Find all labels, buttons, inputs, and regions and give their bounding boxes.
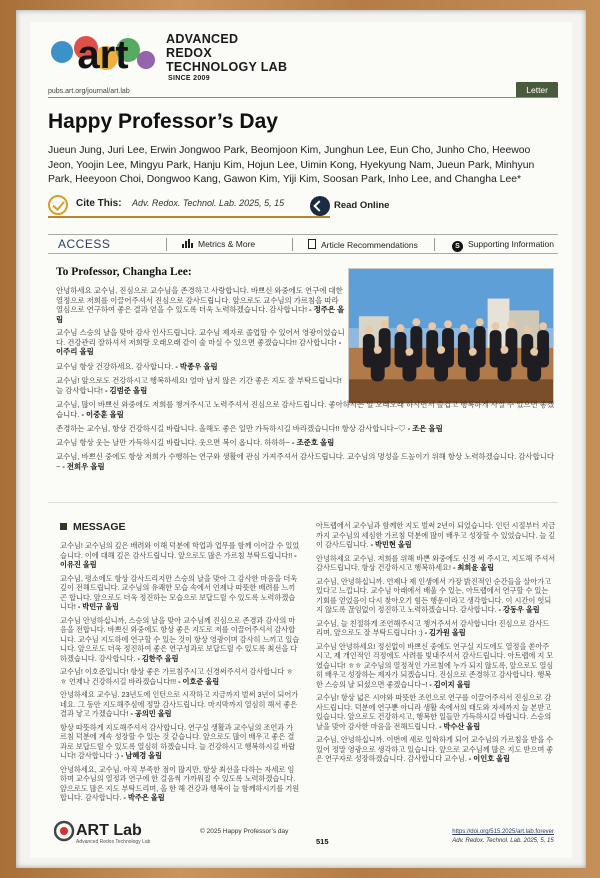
footer-logo-text: ART Lab <box>76 822 142 839</box>
message-column-right <box>316 521 556 768</box>
letter-page <box>30 22 572 858</box>
to-message-text: 교수님 항상 웃는 날만 가득하시길 바랍니다. 웃으면 복이 옵니다. 하하하~ <box>56 438 290 447</box>
access-divider <box>166 238 167 251</box>
lab-name-line1: ADVANCED <box>166 32 239 46</box>
to-message-text: 교수님 스승의 날을 맞아 감사 인사드립니다. 교수님 제자로 졸업할 수 있어서 영광이었습니다. 건강관리 잘하셔서 저희랑 오래오래 같이 술 마실 수 있으면 좋겠습니다!! 감사합니다! <box>56 328 345 347</box>
message-text: 교수님, 평소에도 항상 감사드리지만 스승의 날을 맞아 그 감사한 마음을 더욱 깊이 전해드립니다. 교수님의 유쾌한 모습 속에서 언제나 따뜻한 배려를 느끼곤 합니다. 앞으로도 더욱 정진하는 모습으로 보답드릴 수 있도록 노력하겠습니다! <box>60 573 298 611</box>
message-text: 안녕하세요, 교수님. 아직 부족한 점이 많지만, 항상 최선을 다하는 자세로 임하며 교수님의 열정과 연구에 한 걸음씩 가까워질 수 있도록 노력하겠습니다. 앞으로도 많은 지도 부탁드리며, 올 한 해 건강과 행복이 늘 함께하시기를 기원합니다. 감사합니다. <box>60 764 300 802</box>
read-online-icon <box>310 196 330 216</box>
message-signature: - 이인호 올림 <box>468 754 510 763</box>
lab-name-line3: TECHNOLOGY LAB <box>166 60 288 74</box>
to-professor-section <box>48 262 558 492</box>
message-paragraph <box>316 619 556 638</box>
to-message-text: 교수님 항상 건강하세요. 감사합니다. <box>56 362 174 371</box>
to-message-signature: - 이주리 올림 <box>56 337 342 357</box>
message-paragraph <box>60 690 300 719</box>
message-signature: - 박수산 올림 <box>439 721 481 731</box>
to-message <box>56 328 346 357</box>
cite-this[interactable] <box>48 194 330 218</box>
to-message-signature: - 정주은 올림 <box>56 305 345 324</box>
message-paragraph <box>60 723 300 761</box>
page-footer <box>48 812 558 852</box>
message-text: 안녕하세요 교수님. 23년도에 인턴으로 시작하고 지금까지 벌써 3년이 되어가네요. 그 동안 지도해주심에 정말 감사드립니다. 마지막까지 열심히 해서 좋은 결과 낳고 가겠습니다! <box>60 690 299 718</box>
message-text: 교수님 안녕하세요! 정신없이 바쁘신 중에도 연구실 지도에도 열정을 쏟아주시고, 제 개인적인 걱정에도 사려를 빛내주셔서 감사드립니다. 아트랩에 지 모였습니다! ㅎㅎ 교수님의 열정적인 가르침에 누가 되지 않도록, 앞으로도 열심히 배우고 성장하는 제자가 되겠습니다. 진심으로 존경하고 감사합니다. 행복한 스승의 날 되셨으면 좋겠습니다~! <box>316 641 554 689</box>
message-text: 교수님! 항상 넓은 시야와 따뜻한 조언으로 연구를 이끌어주셔서 진심으로 감사드립니다. 덕분에 연구뿐 아니라 생활 속에서의 태도와 자세까지 늘 본받고 있습니다. 앞으로도 건강하시고, 행복한 일들만 가득하시길 바랍니다. 스승의 날을 맞아 감사한 마음을 전해드립니다. <box>316 693 552 731</box>
supporting-info-icon: S <box>452 241 463 252</box>
art-lab-logo <box>48 28 158 84</box>
to-professor-heading: To Professor, Changha Lee: <box>56 266 192 278</box>
to-message-signature: - 조은 올림 <box>407 424 443 433</box>
message-paragraph <box>316 577 556 615</box>
to-message-text: 교수님! 앞으로도 건강하시고 행복하세요! 얼마 남지 않은 기간 좋은 지도 잘 부탁드립니다! 늘 감사합니다! <box>56 376 342 395</box>
message-paragraph <box>316 642 556 690</box>
lab-since: SINCE 2009 <box>168 75 210 82</box>
message-signature: - 이호준 올림 <box>178 676 220 686</box>
message-paragraph <box>316 735 556 764</box>
message-paragraph <box>60 667 300 686</box>
bar-chart-icon <box>182 239 193 248</box>
message-heading: MESSAGE <box>60 521 126 533</box>
message-text: 교수님 안녕하십니까, 스승의 날을 맞아 교수님께 진심으로 존경과 감사의 마음을 전합니다. 바쁘신 와중에도 항상 좋은 지도로 저를 이끌어주셔서 감사합니다. 교수님 지도하에 연구할 수 있는 것이 항상 영광이며 감사히 느끼고 있습니다. 앞으로도 더욱 정진하여 좋은 연구성과로 보답드릴 수 있도록 최선을 다하겠습니다. 감사합니다. <box>60 615 300 663</box>
message-signature: - 김이지 올림 <box>429 679 471 689</box>
doi-link[interactable]: https://doi.org/515.2025/art.lab.forever <box>452 829 554 835</box>
to-message <box>56 400 556 419</box>
message-signature: - 김가원 올림 <box>424 628 466 637</box>
footer-doi[interactable] <box>452 828 554 845</box>
message-signature: - 남혜경 올림 <box>120 751 163 760</box>
message-text: 안녕하세요 교수님. 저희를 위해 바쁜 와중에도 신경 써 주시고, 지도해 주셔서 감사드립니다. 항상 건강하시고 행복하세요! <box>316 553 556 572</box>
to-message <box>56 424 556 434</box>
message-paragraph <box>60 765 300 803</box>
footer-copyright: © 2025 Happy Professor’s day <box>200 828 289 835</box>
message-paragraph <box>316 554 556 573</box>
message-column-left <box>60 541 300 807</box>
footer-logo-subtitle: Advanced Redox Technology Lab <box>76 839 151 845</box>
to-message-text: 교수님, 많이 바쁘신 와중에도 저희를 챙겨주시고 노력주셔서 진심으로 감사드립니다. 좋아하시는 일 오래오래 하시면서 즐겁고 행복하게 사실 수 있으면 좋겠습니다. <box>56 400 554 419</box>
article-title: Happy Professor’s Day <box>48 110 278 133</box>
to-message-signature: - 조준호 올림 <box>292 438 335 447</box>
message-signature: - 공의민 올림 <box>130 709 172 718</box>
recommendations-link[interactable] <box>308 239 418 250</box>
to-message-text: 안녕하세요 교수님, 진심으로 교수님을 존경하고 사랑합니다. 바쁘신 와중에도 연구에 대한 열정으로 저희를 이끌어주셔서 진심으로 감사드립니다. 앞으로도 교수님의 가르침을 따라 열심으로 연구하여 좋은 결과 얻을 수 있도록 더욱 노력하겠습니다. 감사합니다! <box>56 286 343 315</box>
lab-name <box>166 32 287 83</box>
to-message-signature: - 전희우 올림 <box>62 461 105 471</box>
message-signature: - 최희윤 올림 <box>452 563 495 572</box>
to-message <box>56 452 556 471</box>
page-number: 515 <box>316 837 329 846</box>
message-text: 교수님, 안녕하십니까. 이번에 새로 입학하게 되어 교수님의 가르침을 받을 수 있어 정말 영광으로 생각하고 있습니다. 앞으로 교수님께 많은 지도 받으며 좋은 연구자로 성장하겠습니다. 감사합니다 교수님. <box>316 735 554 763</box>
author-list: Jueun Jung, Juri Lee, Erwin Jongwoo Park, Beomjoon Kim, Junghun Lee, Eun Cho, Junho Cho, Heewoo Jeon, Yoojin Lee, Mingyu Park, Hanju Kim, Hojun Lee, Uimin Kong, Hyekyung Nam, Jueun Park, Minhyun Park, Heeyoon Choi, Dongwoo Kang, Gawon Kim, Yiji Kim, Soosan Park, Inho Lee, and Changha Lee* <box>48 145 535 185</box>
read-online-label: Read Online <box>334 200 390 211</box>
to-message-text: 존경하는 교수님, 항상 건강하시길 바랍니다. 올해도 좋은 일만 가득하시길 바라겠습니다!! 항상 감사합니다~♡ <box>56 424 406 433</box>
to-message <box>56 438 556 448</box>
message-signature: - 박주은 올림 <box>123 793 165 802</box>
supporting-info-label: Supporting Information <box>468 239 554 249</box>
message-paragraph <box>60 574 300 612</box>
message-text: 아트랩에서 교수님과 함께한 지도 벌써 2년이 되었습니다. 인턴 시절부터 지금까지 교수님의 세심한 가르침 덕분에 많이 배우고 성장할 수 있었습니다. 늘 깊이 감사드립니다. <box>316 521 556 549</box>
cite-label: Cite This: <box>76 198 122 209</box>
check-circle-icon <box>48 195 68 215</box>
message-paragraph <box>60 616 300 664</box>
message-signature: - 강동우 올림 <box>498 605 540 614</box>
recommendations-label: Article Recommendations <box>321 240 418 250</box>
message-text: 교수님! 이호준입니다! 항상 좋은 가르침주시고 신경써주셔서 감사합니다 ㅎㅎ 언제나 건강하시길 바라겠습니다!!! <box>60 667 294 686</box>
logo-wordmark: art <box>77 33 129 77</box>
journal-reference: Adv. Redox. Technol. Lab. 2025, 5, 15 <box>452 837 554 844</box>
message-paragraph <box>316 693 556 731</box>
article-type-badge: Letter <box>516 82 558 98</box>
to-message-text: 교수님, 바쁘신 중에도 항상 저희가 수행하는 연구와 생활에 관심 가져주셔서 감사드립니다. 교수님의 명성을 드높이기 위해 항상 노력하겠습니다. 감사합니다~ <box>56 452 554 471</box>
supporting-info-link[interactable] <box>452 239 554 252</box>
message-text: 교수님, 안녕하십니까. 언제나 제 인생에서 가장 밝진적인 순간들을 살아가고 있다고 느낍니다. 교수님 아래에서 배울 수 있는, 아트랩에서 연구할 수 있는 기회를 얻었음이 다시 찾아오기 힘든 행운이라고 생각합니다. 이 시간이 헛되지 않도록 끊임없이 정진하고 노력하겠습니다. 감사합니다. <box>316 576 552 614</box>
message-paragraph <box>316 521 556 550</box>
message-signature: - 이유진 올림 <box>60 550 297 569</box>
journal-url[interactable]: pubs.art.org/journal/art.lab <box>48 88 130 95</box>
to-message <box>56 362 346 372</box>
message-signature: - 김한주 올림 <box>137 653 179 663</box>
message-text: 항상 따뜻하게 지도해주셔서 감사합니다. 연구실 생활과 교수님의 조언과 가르침 덕분에 계속 성장할 수 있는 것 같습니다. 앞으로도 많이 배우고 좋은 결과로 보답드릴 수 있도록 열심히 하겠습니다. 늘 건강하시고 행복하시길 바랍니다! 감사합니다 :) <box>60 722 296 760</box>
cite-reference: Adv. Redox. Technol. Lab. 2025, 5, 15 <box>132 198 285 208</box>
message-text: 교수님! 교수님의 깊은 배려와 이해 덕분에 학업과 업무를 함께 이어갈 수 있었습니다. 이에 대해 깊은 감사드립니다. 앞으로도 많은 가르침 부탁드립니다!! <box>60 541 300 560</box>
group-photo <box>348 268 554 404</box>
to-message-signature: - 이중훈 올림 <box>81 409 124 419</box>
metrics-label: Metrics & More <box>198 239 256 249</box>
message-text: 교수님, 늘 친절하게 조언해주시고 챙겨주셔서 감사합니다! 진심으로 감사드리며, 앞으로도 잘 부탁드립니다! :) <box>316 618 550 637</box>
message-section <box>48 502 558 802</box>
access-bar <box>48 234 558 254</box>
read-online-button[interactable] <box>310 196 390 216</box>
access-divider <box>434 238 435 251</box>
to-message <box>56 286 346 324</box>
access-divider <box>292 238 293 251</box>
message-signature: - 박민규 올림 <box>77 602 119 611</box>
to-message-signature: - 김범준 올림 <box>105 385 148 395</box>
to-message <box>56 376 346 395</box>
message-paragraph <box>60 541 300 570</box>
access-title: ACCESS <box>58 237 111 251</box>
to-message-signature: - 박종우 올림 <box>175 362 218 371</box>
document-icon <box>308 239 316 249</box>
message-signature: - 박민현 올림 <box>370 540 412 549</box>
footer-logo <box>54 816 164 846</box>
lab-name-line2: REDOX <box>166 46 212 60</box>
header-divider <box>48 97 558 98</box>
metrics-link[interactable] <box>182 239 255 249</box>
